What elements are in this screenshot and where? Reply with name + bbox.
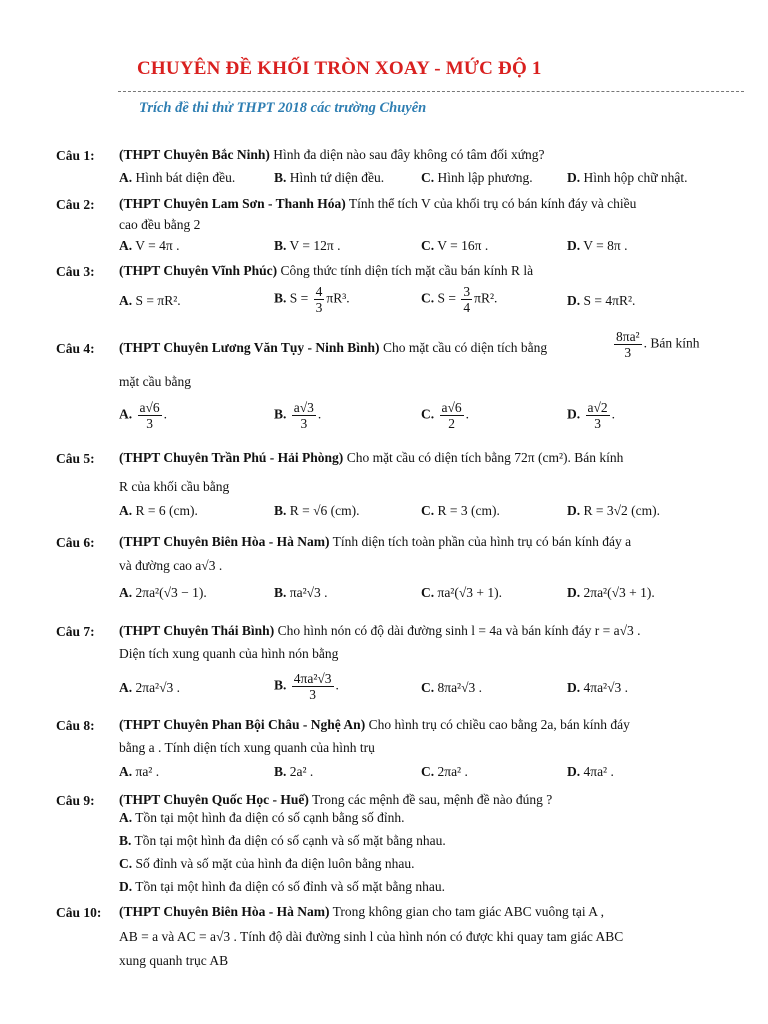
option-d: D. 4πa²√3 .	[567, 680, 629, 695]
question-number: Câu 6:	[56, 535, 95, 550]
option-c: C. 8πa²√3 .	[421, 680, 483, 695]
option-c: C. Hình lập phương.	[421, 170, 533, 185]
question-number: Câu 7:	[56, 624, 95, 639]
option-b: B. 2a² .	[274, 764, 314, 779]
question-number: Câu 8:	[56, 718, 95, 733]
title-divider	[118, 91, 744, 92]
option-a: A. S = πR².	[119, 293, 181, 308]
question-number: Câu 3:	[56, 264, 95, 279]
option-c: C. πa²(√3 + 1).	[421, 585, 502, 600]
option-a: A. R = 6 (cm).	[119, 503, 198, 518]
fraction: $\frac{3}{4}$	[463, 284, 471, 315]
fraction: $\frac{4}{3}$	[315, 284, 323, 315]
option-b: B. V = 12π .	[274, 238, 341, 253]
option-a: A. πa² .	[119, 764, 160, 779]
question-text: (THPT Chuyên Biên Hòa - Hà Nam) Tính diện tích toàn phần của hình trụ có bán kính đáy a	[119, 534, 632, 549]
option-c: C. 2πa² .	[421, 764, 468, 779]
question-number: Câu 4:	[56, 341, 95, 356]
option-b: B. S = $\frac{4}{3}$ πR³.	[274, 284, 350, 315]
question-text-line2: mặt cầu bằng	[119, 374, 191, 389]
option-b: B. R = √6 (cm).	[274, 503, 360, 518]
option-a: A. $\frac{a√6}{3}$ .	[119, 400, 168, 431]
question-text: (THPT Chuyên Quốc Học - Huế) Trong các mệnh đề sau, mệnh đề nào đúng ?	[119, 792, 553, 807]
question-number: Câu 5:	[56, 451, 95, 466]
page-subtitle: Trích đề thi thử THPT 2018 các trường Chuyên	[139, 100, 427, 116]
question-text-line2: AB = a và AC = a√3 . Tính độ dài đường sinh l của hình nón có được khi quay tam giác ABC	[119, 929, 624, 944]
question-text: (THPT Chuyên Trần Phú - Hải Phòng) Cho mặt cầu có diện tích bằng 72π (cm²). Bán kính	[119, 450, 624, 465]
area-fraction: $\frac{\text{8πa²}}{3}$ . Bán kính	[616, 329, 700, 360]
question-number: Câu 2:	[56, 197, 95, 212]
page-title: CHUYÊN ĐỀ KHỐI TRÒN XOAY - MỨC ĐỘ 1	[137, 58, 542, 79]
question-text-line2: cao đều bằng 2	[119, 217, 201, 232]
question-number: Câu 10:	[56, 905, 102, 920]
option-c: C. Số đỉnh và số mặt của hình đa diện luôn bằng nhau.	[119, 856, 415, 871]
question-text-line3: xung quanh trục AB	[119, 953, 229, 968]
option-a: A. Hình bát diện đều.	[119, 170, 236, 185]
option-d: D. 2πa²(√3 + 1).	[567, 585, 655, 600]
option-a: A. 2πa²√3 .	[119, 680, 181, 695]
question-text: (THPT Chuyên Vĩnh Phúc) Công thức tính diện tích mặt cầu bán kính R là	[119, 263, 534, 278]
option-d: D. Hình hộp chữ nhật.	[567, 170, 688, 185]
option-d: D. R = 3√2 (cm).	[567, 503, 661, 518]
question-text: (THPT Chuyên Thái Bình) Cho hình nón có độ dài đường sinh l = 4a và bán kính đáy r = a√3 .	[119, 623, 641, 638]
option-c: C. R = 3 (cm).	[421, 503, 500, 518]
question-number: Câu 9:	[56, 793, 95, 808]
option-b: B. Hình tứ diện đều.	[274, 170, 385, 185]
option-d: D. $\frac{a√2}{3}$ .	[567, 400, 616, 431]
option-c: C. S = $\frac{3}{4}$ πR².	[421, 284, 498, 315]
question-text: (THPT Chuyên Bắc Ninh) Hình đa diện nào sau đây không có tâm đối xứng?	[119, 147, 545, 162]
question-text-line2: R của khối cầu bằng	[119, 479, 230, 494]
question-number: Câu 1:	[56, 148, 95, 163]
option-d: D. Tồn tại một hình đa diện có số đỉnh và số mặt bằng nhau.	[119, 879, 445, 894]
option-d: D. V = 8π .	[567, 238, 628, 253]
option-d: D. S = 4πR².	[567, 293, 636, 308]
question-text-line2: Diện tích xung quanh của hình nón bằng	[119, 646, 339, 661]
question-text: (THPT Chuyên Lương Văn Tụy - Ninh Bình) Cho mặt cầu có diện tích bằng	[119, 340, 548, 355]
question-text: (THPT Chuyên Biên Hòa - Hà Nam) Trong không gian cho tam giác ABC vuông tại A ,	[119, 904, 605, 919]
option-b: B. $\frac{\text{4πa²√3}}{3}$ .	[274, 671, 339, 702]
option-d: D. 4πa² .	[567, 764, 614, 779]
question-text-line2: bằng a . Tính diện tích xung quanh của hình trụ	[119, 740, 375, 755]
option-b: B. $\frac{a√3}{3}$ .	[274, 400, 322, 431]
question-text-line2: và đường cao a√3 .	[119, 558, 223, 573]
option-a: A. 2πa²(√3 − 1).	[119, 585, 207, 600]
option-a: A. Tồn tại một hình đa diện có số cạnh bằng số đỉnh.	[119, 810, 405, 825]
question-text: (THPT Chuyên Lam Sơn - Thanh Hóa) Tính thể tích V của khối trụ có bán kính đáy và chiều	[119, 196, 637, 211]
option-c: C. V = 16π .	[421, 238, 489, 253]
option-a: A. V = 4π .	[119, 238, 180, 253]
option-b: B. Tồn tại một hình đa diện có số cạnh và số mặt bằng nhau.	[119, 833, 446, 848]
option-c: C. $\frac{a√6}{2}$ .	[421, 400, 470, 431]
question-text: (THPT Chuyên Phan Bội Châu - Nghệ An) Cho hình trụ có chiều cao bằng 2a, bán kính đáy	[119, 717, 630, 732]
option-b: B. πa²√3 .	[274, 585, 328, 600]
